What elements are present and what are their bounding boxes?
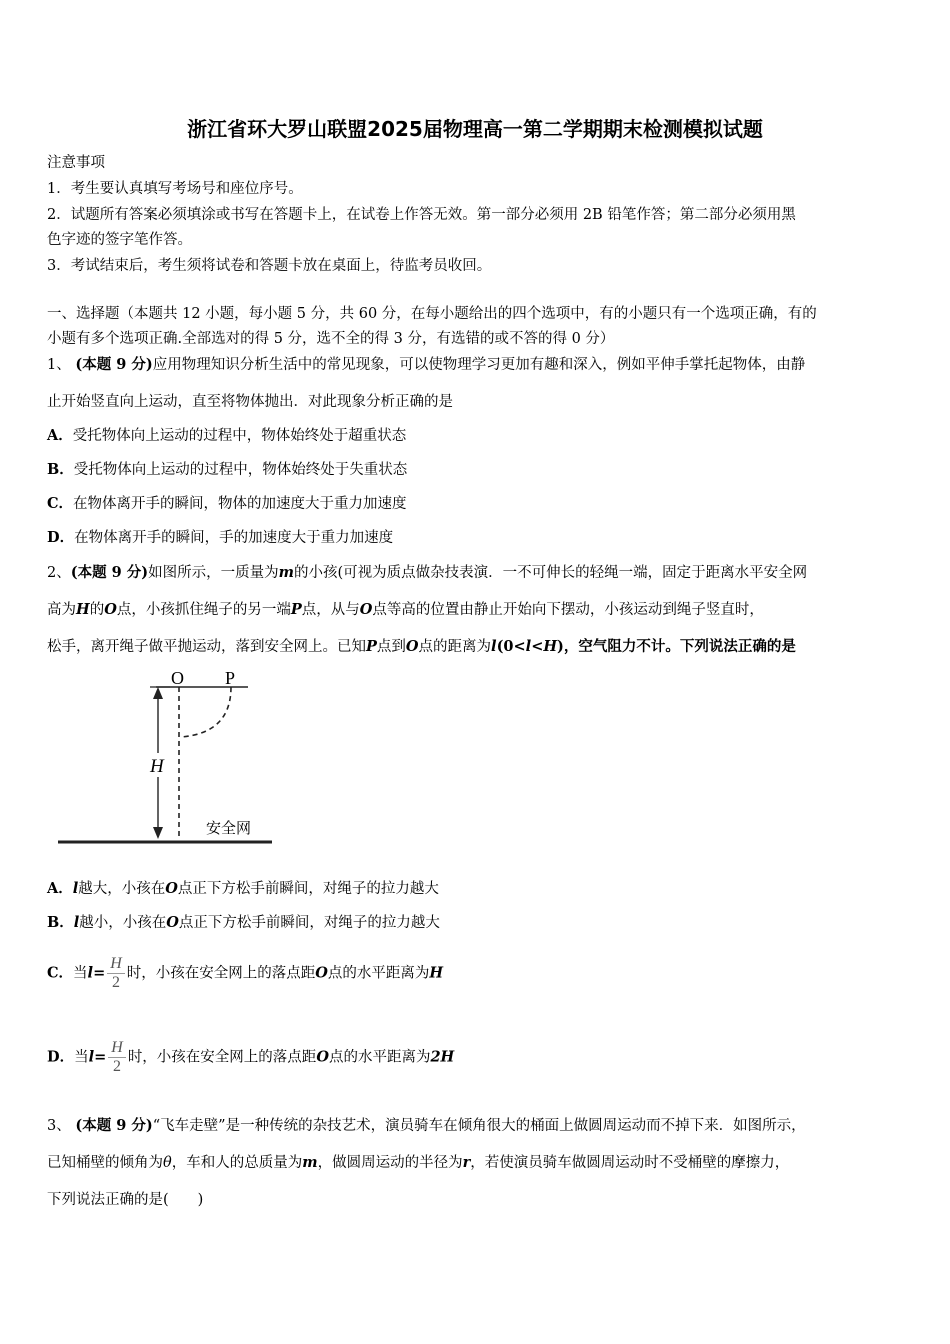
notice-item-2-cont: 色字迹的签字笔作答。 xyxy=(47,232,192,248)
q1-stem-line2: 止开始竖直向上运动，直至将物体抛出．对此现象分析正确的是 xyxy=(47,394,453,410)
q3-stem-line2: 已知桶壁的倾角为θ，车和人的总质量为m，做圆周运动的半径为r，若使演员骑车做圆周运动时不受桶壁的摩擦力， xyxy=(47,1154,790,1171)
q3-stem-line1: 3、 (本题 9 分)“飞车走壁”是一种传统的杂技艺术，演员骑车在倾角很大的桶面上做圆周运动而不掉下来．如图所示， xyxy=(47,1117,806,1134)
h-label: H xyxy=(150,756,164,777)
notice-item-2: 2．试题所有答案必须填涂或书写在答题卡上，在试卷上作答无效。第一部分必须用 2B 铅笔作答；第二部分必须用黑 xyxy=(47,207,796,223)
fraction-h-over-2: $\frac{H}{2}$ xyxy=(108,1039,126,1076)
fraction-h-over-2: $\frac{H}{2}$ xyxy=(107,955,125,992)
section-heading-line2: 小题有多个选项正确.全部选对的得 5 分，选不全的得 3 分，有选错的或不答的得 0 分） xyxy=(47,331,615,347)
q2-stem-line3: 松手，离开绳子做平抛运动，落到安全网上。已知P点到O点的距离为l(0<l<H)，空气阻力不计。下列说法正确的是 xyxy=(47,638,796,655)
section-heading-line1: 一、选择题（本题共 12 小题，每小题 5 分，共 60 分，在每小题给出的四个选项中，有的小题只有一个选项正确，有的 xyxy=(47,306,817,322)
q1-score: (本题 9 分) xyxy=(75,356,153,373)
q3-score: (本题 9 分) xyxy=(75,1117,153,1134)
q1-option-d: D．在物体离开手的瞬间，手的加速度大于重力加速度 xyxy=(47,529,394,546)
q3-number: 3、 xyxy=(47,1118,71,1134)
q2-stem-line1: 2、(本题 9 分)如图所示，一质量为m的小孩(可视为质点做杂技表演．一不可伸长的轻绳一端，固定于距离水平安全网 xyxy=(47,564,808,581)
q2-option-c: C．当l= $\frac{H}{2}$ 时，小孩在安全网上的落点距O点的水平距离为H xyxy=(47,955,444,991)
q1-option-b: B．受托物体向上运动的过程中，物体始终处于失重状态 xyxy=(47,461,408,478)
q1-number: 1、 xyxy=(47,357,71,373)
p-label: P xyxy=(225,668,236,688)
q2-option-d: D．当l= $\frac{H}{2}$ 时，小孩在安全网上的落点距O点的水平距离为2H xyxy=(47,1039,455,1075)
height-arrow-down xyxy=(153,827,163,839)
q3-stem-line3: 下列说法正确的是( ) xyxy=(47,1192,204,1208)
q1-option-c: C．在物体离开手的瞬间，物体的加速度大于重力加速度 xyxy=(47,495,407,512)
pendulum-figure xyxy=(50,665,290,855)
q2-score: (本题 9 分) xyxy=(70,564,149,581)
safety-net-label: 安全网 xyxy=(206,821,252,837)
q2-number: 2、 xyxy=(47,565,71,581)
notice-item-3: 3．考试结束后，考生须将试卷和答题卡放在桌面上，待监考员收回。 xyxy=(47,258,492,274)
q2-option-b: B．l越小，小孩在O点正下方松手前瞬间，对绳子的拉力越大 xyxy=(47,914,440,931)
height-arrow-up xyxy=(153,687,163,699)
q1-stem-line1 xyxy=(47,353,805,374)
q1-stem-text1: 应用物理知识分析生活中的常见现象，可以使物理学习更加有趣和深入，例如平伸手掌托起物体，由静 xyxy=(152,357,806,373)
o-label: O xyxy=(171,668,184,688)
notice-item-1: 1．考生要认真填写考场号和座位序号。 xyxy=(47,181,303,197)
page-title: 浙江省环大罗山联盟2025届物理高一第二学期期末检测模拟试题 xyxy=(187,117,763,141)
swing-arc xyxy=(181,687,231,737)
q1-option-a: A．受托物体向上运动的过程中，物体始终处于超重状态 xyxy=(47,427,407,444)
q2-stem-line2: 高为H的O点，小孩抓住绳子的另一端P点，从与O点等高的位置由静止开始向下摆动，小孩运动到绳子竖直时， xyxy=(47,601,764,618)
notice-heading: 注意事项 xyxy=(47,155,105,171)
q2-option-a: A．l越大，小孩在O点正下方松手前瞬间，对绳子的拉力越大 xyxy=(47,880,439,897)
